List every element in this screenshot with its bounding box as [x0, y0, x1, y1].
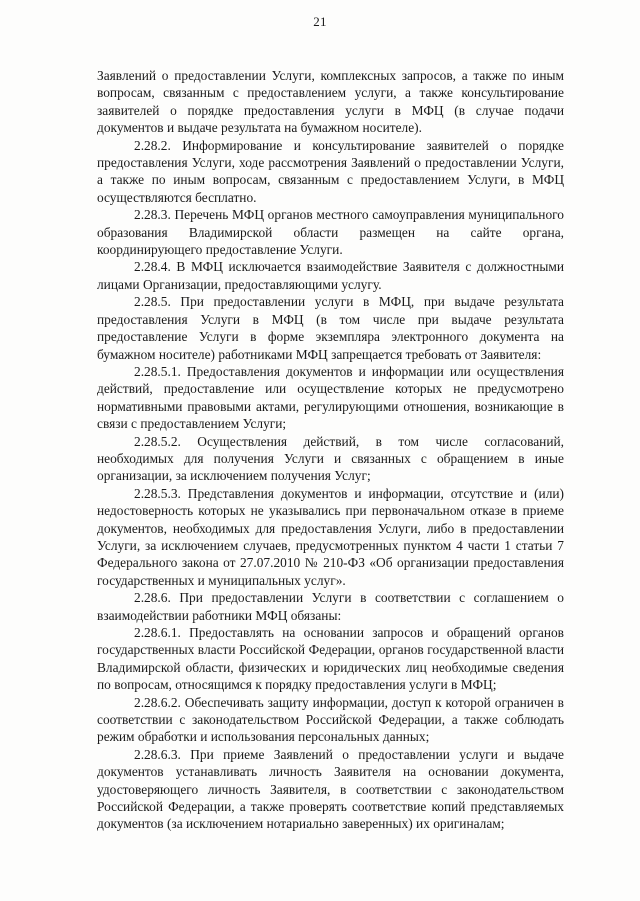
paragraph-2-28-2: 2.28.2. Информирование и консультирование заявителей о порядке предоставления Услуги, ходе рассмотрения Заявлений о предоставлении Услуги, а также по иным вопросам, связанным с предоставлением Услуги, в МФЦ осуществляются бесплатно. — [97, 137, 564, 205]
paragraph-continuation: Заявлений о предоставлении Услуги, комплексных запросов, а также по иным вопросам, связанным с предоставлением услуги, а также консультирование заявителей о порядке предоставления услуги в МФЦ (в случае подачи документов и выдаче результата на бумажном носителе). — [97, 68, 564, 136]
page-number: 21 — [313, 14, 327, 29]
document-body — [97, 67, 564, 833]
paragraph-2-28-5-1: 2.28.5.1. Предоставления документов и информации или осуществления действий, предоставление или осуществление которых не предусмотрено нормативными правовыми актами, регулирующими отношения, возникающие в связи с предоставлением Услуги; — [97, 363, 564, 432]
paragraph-2-28-6: 2.28.6. При предоставлении Услуги в соответствии с соглашением о взаимодействии работники МФЦ обязаны: — [97, 590, 564, 623]
paragraph-2-28-3: 2.28.3. Перечень МФЦ органов местного самоуправления муниципального образования Владимирской области размещен на сайте органа, координирующего предоставление Услуги. — [97, 207, 564, 258]
paragraph-2-28-5: 2.28.5. При предоставлении услуги в МФЦ, при выдаче результата предоставления Услуги в МФЦ (в том числе при выдаче результата предоставление Услуги в форме экземпляра электронного документа на бумажном носителе) работниками МФЦ запрещается требовать от Заявителя: — [97, 294, 564, 362]
paragraph-2-28-4: 2.28.4. В МФЦ исключается взаимодействие Заявителя с должностными лицами Организации, предоставляющими услугу. — [97, 259, 564, 292]
paragraph-2-28-6-1: 2.28.6.1. Предоставлять на основании запросов и обращений органов государственных власти Российской Федерации, органов государственной власти Владимирской области, физических и юридических лиц необходимые сведения по вопросам, относящимся к порядку предоставления услуги в МФЦ; — [97, 625, 564, 693]
paragraph-2-28-5-2: 2.28.5.2. Осуществления действий, в том числе согласований, необходимых для получения Услуги и связанных с обращением в иные организации, за исключением получения Услуг; — [97, 433, 564, 484]
paragraph-2-28-5-3: 2.28.5.3. Представления документов и информации, отсутствие и (или) недостоверность которых не указывались при первоначальном отказе в приеме документов, необходимых для предоставления Услуги, либо в предоставлении Услуги, за исключением случаев, предусмотренных пунктом 4 части 1 статьи 7 Федерального закона от 27.07.2010 № 210-ФЗ «Об организации предоставления государственных и муниципальных услуг». — [97, 485, 564, 588]
paragraph-2-28-6-2: 2.28.6.2. Обеспечивать защиту информации, доступ к которой ограничен в соответствии с законодательством Российской Федерации, а также соблюдать режим обработки и использования персональных данных; — [97, 694, 564, 745]
paragraph-2-28-6-3: 2.28.6.3. При приеме Заявлений о предоставлении услуги и выдаче документов устанавливать личность Заявителя на основании документа, удостоверяющего личность Заявителя, в соответствии с законодательством Российской Федерации, а также проверять соответствие копий представляемых документов (за исключением нотариально заверенных) их оригиналам; — [97, 746, 564, 832]
